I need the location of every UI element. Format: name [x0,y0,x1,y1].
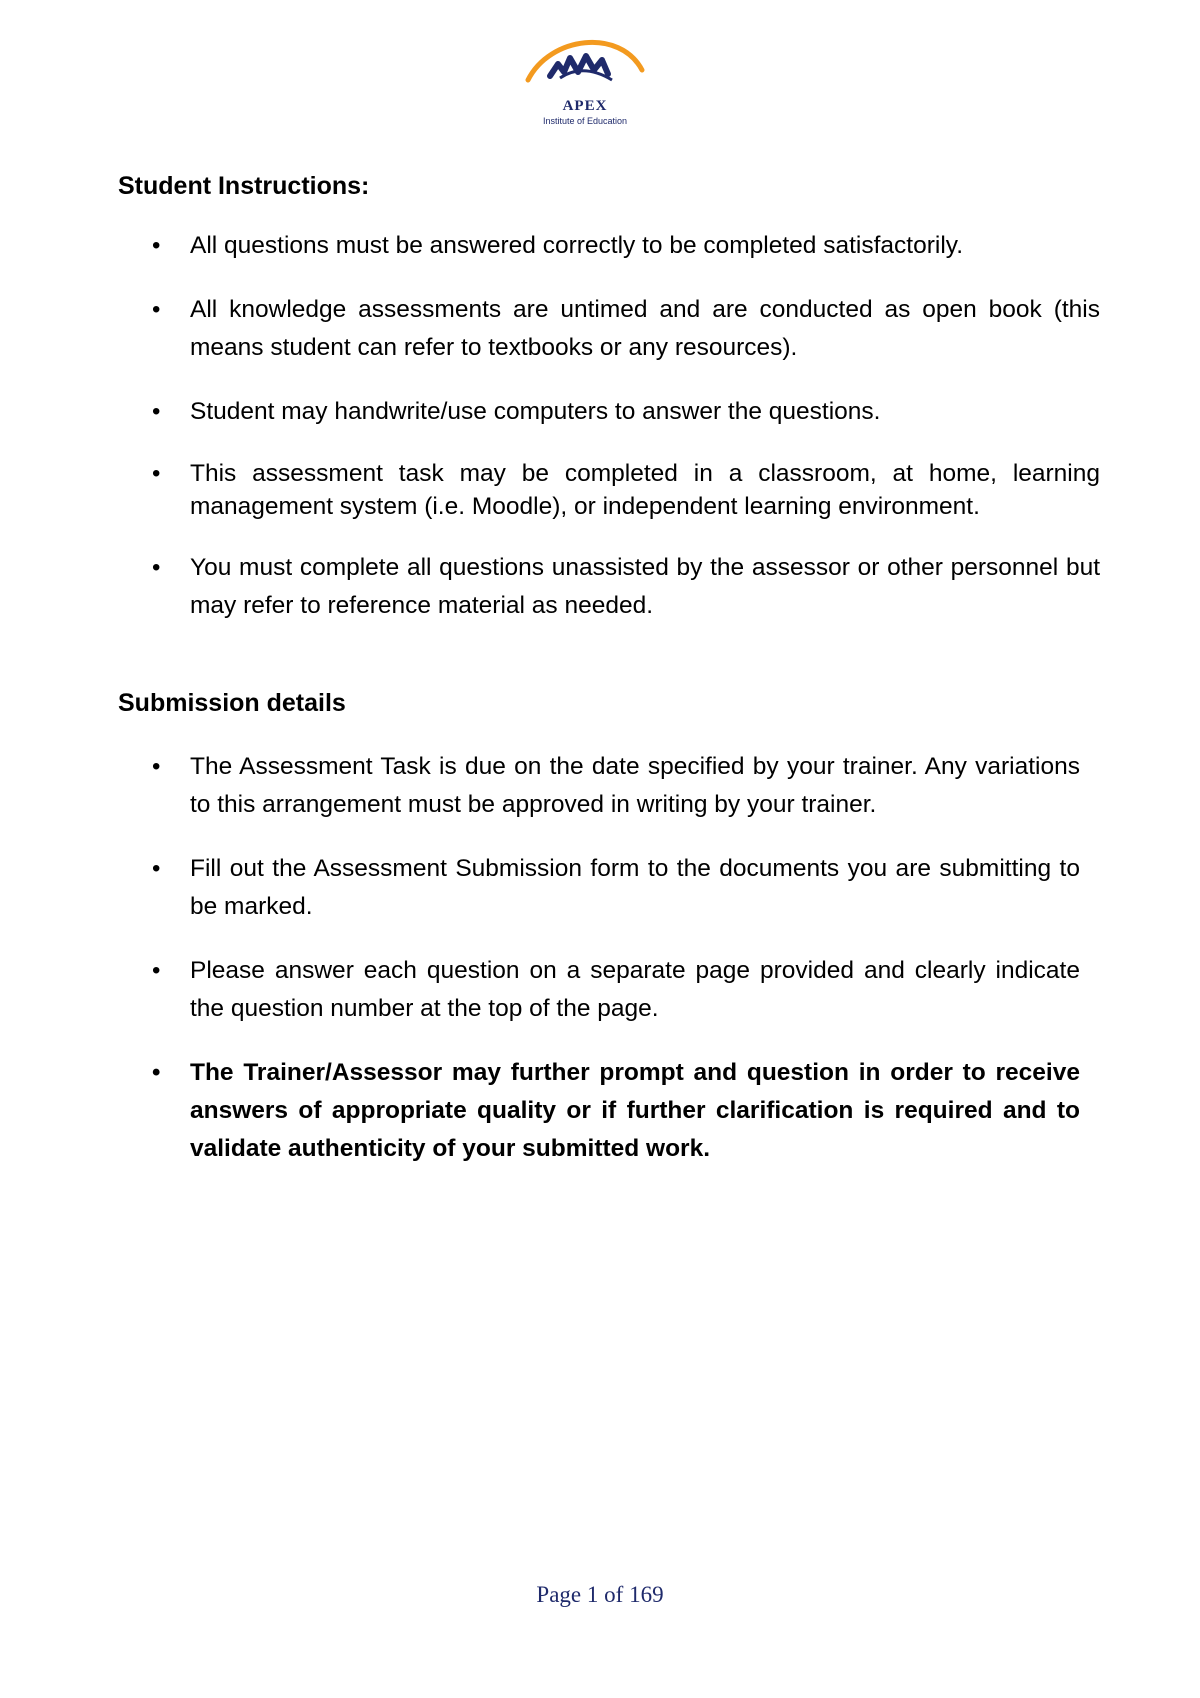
student-instructions-section [118,172,1098,625]
document-body [118,172,1098,1194]
logo-name: APEX [562,98,608,114]
list-item: • Fill out the Assessment Submission form to the documents you are submitting to be marked. [118,850,1080,926]
page-footer [0,1582,1200,1608]
list-item: • This assessment task may be completed in a classroom, at home, learning management system (i.e. Moodle), or independent learning environment. [118,457,1100,523]
list-item-emphasis: • The Trainer/Assessor may further prompt and question in order to receive answers of appropriate quality or if further clarification is required and to validate authenticity of your submitted work. [118,1054,1080,1168]
list-item: • All questions must be answered correctly to be completed satisfactorily. [118,227,1100,265]
apex-logo [520,28,650,130]
list-item: • All knowledge assessments are untimed and are conducted as open book (this means student can refer to textbooks or any resources). [118,291,1100,367]
list-item: • The Assessment Task is due on the date specified by your trainer. Any variations to this arrangement must be approved in writing by your trainer. [118,748,1080,824]
of-label: of [604,1582,624,1607]
logo-subtitle: Institute of Education [542,116,628,126]
list-item: • Please answer each question on a separate page provided and clearly indicate the question number at the top of the page. [118,952,1080,1028]
total-pages-number: 169 [629,1582,664,1607]
submission-details-heading: Submission details [118,689,346,717]
page-label: Page [536,1582,582,1607]
submission-details-section [118,689,1098,1168]
apex-logo-mark-icon [520,28,650,98]
list-item: • Student may handwrite/use computers to answer the questions. [118,393,1100,431]
list-item: • You must complete all questions unassisted by the assessor or other personnel but may refer to reference material as needed. [118,549,1100,625]
submission-list [118,748,1098,1168]
current-page-number: 1 [586,1582,599,1607]
student-instructions-heading: Student Instructions: [118,172,370,200]
instructions-list [118,227,1098,625]
